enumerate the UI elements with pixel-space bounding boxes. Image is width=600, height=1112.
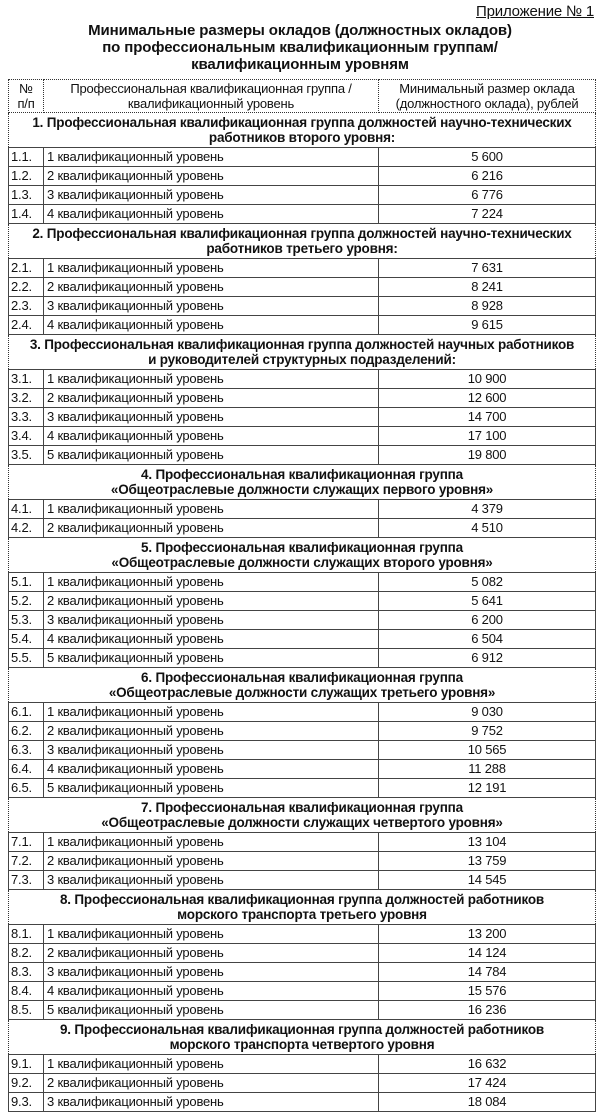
table-row	[9, 1055, 596, 1074]
min-salary: 8 928	[379, 297, 596, 316]
table-row	[9, 573, 596, 592]
group-title	[9, 113, 596, 148]
qualification-level: 4 квалификационный уровень	[44, 427, 379, 446]
min-salary: 5 600	[379, 148, 596, 167]
group-title-line: 4. Профессиональная квалификационная группа	[141, 466, 463, 482]
min-salary: 13 759	[379, 852, 596, 871]
group-title-line: «Общеотраслевые должности служащих третьего уровня»	[108, 685, 496, 700]
header-text: (должностного оклада), рублей	[395, 96, 579, 111]
row-number: 5.5.	[9, 649, 44, 668]
group-title-line: «Общеотраслевые должности служащих второго уровня»	[111, 555, 493, 570]
group-title-line: морского транспорта четвертого уровня	[169, 1037, 435, 1052]
group-title	[9, 224, 596, 259]
row-number: 3.4.	[9, 427, 44, 446]
row-number: 3.3.	[9, 408, 44, 427]
row-number: 5.4.	[9, 630, 44, 649]
table-row	[9, 148, 596, 167]
qualification-level: 2 квалификационный уровень	[44, 519, 379, 538]
row-number: 1.4.	[9, 205, 44, 224]
qualification-level: 3 квалификационный уровень	[44, 741, 379, 760]
title-line: квалификационным уровням	[191, 56, 409, 73]
group-title-line: 1. Профессиональная квалификационная группа должностей научно-технических	[32, 114, 572, 130]
qualification-level: 1 квалификационный уровень	[44, 573, 379, 592]
row-number: 1.3.	[9, 186, 44, 205]
min-salary: 19 800	[379, 446, 596, 465]
qualification-level: 2 квалификационный уровень	[44, 167, 379, 186]
row-number: 3.5.	[9, 446, 44, 465]
qualification-level: 3 квалификационный уровень	[44, 408, 379, 427]
min-salary: 16 236	[379, 1001, 596, 1020]
min-salary: 9 752	[379, 722, 596, 741]
min-salary: 14 545	[379, 871, 596, 890]
table-row	[9, 205, 596, 224]
qualification-level: 2 квалификационный уровень	[44, 1074, 379, 1093]
table-row	[9, 519, 596, 538]
table-row	[9, 741, 596, 760]
qualification-level: 5 квалификационный уровень	[44, 1001, 379, 1020]
title-line: по профессиональным квалификационным группам/	[102, 39, 498, 56]
table-row	[9, 1074, 596, 1093]
min-salary: 10 565	[379, 741, 596, 760]
row-number: 9.1.	[9, 1055, 44, 1074]
row-number: 9.3.	[9, 1093, 44, 1112]
table-row	[9, 852, 596, 871]
table-row	[9, 389, 596, 408]
min-salary: 8 241	[379, 278, 596, 297]
group-header-row	[9, 538, 596, 573]
row-number: 6.2.	[9, 722, 44, 741]
table-row	[9, 370, 596, 389]
table-row	[9, 833, 596, 852]
header-text: №	[19, 81, 33, 96]
table-row	[9, 167, 596, 186]
qualification-level: 2 квалификационный уровень	[44, 389, 379, 408]
row-number: 2.1.	[9, 259, 44, 278]
min-salary: 12 191	[379, 779, 596, 798]
table-row	[9, 925, 596, 944]
min-salary: 14 784	[379, 963, 596, 982]
table-row	[9, 630, 596, 649]
row-number: 8.2.	[9, 944, 44, 963]
min-salary: 5 641	[379, 592, 596, 611]
table-row	[9, 186, 596, 205]
qualification-level: 2 квалификационный уровень	[44, 722, 379, 741]
group-title-line: «Общеотраслевые должности служащих четвертого уровня»	[101, 815, 503, 830]
salary-table	[8, 79, 596, 1112]
table-row	[9, 871, 596, 890]
group-title-line: работников третьего уровня:	[206, 241, 398, 256]
row-number: 8.5.	[9, 1001, 44, 1020]
row-number: 6.1.	[9, 703, 44, 722]
group-header-row	[9, 335, 596, 370]
row-number: 5.2.	[9, 592, 44, 611]
table-row	[9, 722, 596, 741]
min-salary: 6 912	[379, 649, 596, 668]
row-number: 3.2.	[9, 389, 44, 408]
min-salary: 6 776	[379, 186, 596, 205]
qualification-level: 2 квалификационный уровень	[44, 852, 379, 871]
qualification-level: 2 квалификационный уровень	[44, 278, 379, 297]
table-row	[9, 297, 596, 316]
row-number: 7.2.	[9, 852, 44, 871]
table-row	[9, 408, 596, 427]
group-header-row	[9, 668, 596, 703]
table-header-row	[9, 80, 596, 113]
table-row	[9, 446, 596, 465]
qualification-level: 4 квалификационный уровень	[44, 760, 379, 779]
qualification-level: 5 квалификационный уровень	[44, 779, 379, 798]
group-title-line: 7. Профессиональная квалификационная группа	[141, 799, 463, 815]
table-row	[9, 611, 596, 630]
qualification-level: 3 квалификационный уровень	[44, 611, 379, 630]
row-number: 4.2.	[9, 519, 44, 538]
qualification-level: 1 квалификационный уровень	[44, 925, 379, 944]
group-header-row	[9, 113, 596, 148]
qualification-level: 5 квалификационный уровень	[44, 649, 379, 668]
row-number: 1.2.	[9, 167, 44, 186]
row-number: 8.1.	[9, 925, 44, 944]
row-number: 5.1.	[9, 573, 44, 592]
table-row	[9, 592, 596, 611]
table-row	[9, 703, 596, 722]
row-number: 3.1.	[9, 370, 44, 389]
row-number: 7.1.	[9, 833, 44, 852]
group-title	[9, 890, 596, 925]
min-salary: 14 124	[379, 944, 596, 963]
table-row	[9, 500, 596, 519]
qualification-level: 3 квалификационный уровень	[44, 963, 379, 982]
qualification-level: 4 квалификационный уровень	[44, 982, 379, 1001]
group-header-row	[9, 224, 596, 259]
qualification-level: 4 квалификационный уровень	[44, 316, 379, 335]
row-number: 2.2.	[9, 278, 44, 297]
group-title-line: работников второго уровня:	[208, 130, 396, 145]
min-salary: 15 576	[379, 982, 596, 1001]
group-header-row	[9, 1020, 596, 1055]
qualification-level: 1 квалификационный уровень	[44, 370, 379, 389]
group-title	[9, 538, 596, 573]
table-row	[9, 1093, 596, 1112]
table-row	[9, 963, 596, 982]
min-salary: 6 200	[379, 611, 596, 630]
qualification-level: 4 квалификационный уровень	[44, 205, 379, 224]
group-title-line: 8. Профессиональная квалификационная группа должностей работников	[60, 891, 544, 907]
table-row	[9, 779, 596, 798]
row-number: 6.5.	[9, 779, 44, 798]
header-text: п/п	[17, 96, 35, 111]
min-salary: 12 600	[379, 389, 596, 408]
group-title-line: «Общеотраслевые должности служащих первого уровня»	[110, 482, 494, 497]
qualification-level: 3 квалификационный уровень	[44, 871, 379, 890]
min-salary: 4 379	[379, 500, 596, 519]
min-salary: 9 615	[379, 316, 596, 335]
qualification-level: 2 квалификационный уровень	[44, 944, 379, 963]
group-header-row	[9, 798, 596, 833]
group-title-line: 6. Профессиональная квалификационная группа	[141, 669, 463, 685]
min-salary: 17 100	[379, 427, 596, 446]
row-number: 8.3.	[9, 963, 44, 982]
row-number: 8.4.	[9, 982, 44, 1001]
qualification-level: 1 квалификационный уровень	[44, 259, 379, 278]
header-text: Профессиональная квалификационная группа /	[70, 81, 352, 96]
qualification-level: 4 квалификационный уровень	[44, 630, 379, 649]
qualification-level: 5 квалификационный уровень	[44, 446, 379, 465]
min-salary: 5 082	[379, 573, 596, 592]
header-level	[44, 80, 379, 113]
min-salary: 6 216	[379, 167, 596, 186]
qualification-level: 1 квалификационный уровень	[44, 148, 379, 167]
table-row	[9, 982, 596, 1001]
row-number: 4.1.	[9, 500, 44, 519]
qualification-level: 1 квалификационный уровень	[44, 500, 379, 519]
header-num	[9, 80, 44, 113]
document-title	[0, 22, 600, 73]
min-salary: 18 084	[379, 1093, 596, 1112]
min-salary: 14 700	[379, 408, 596, 427]
min-salary: 13 200	[379, 925, 596, 944]
appendix-label: Приложение № 1	[476, 3, 594, 20]
min-salary: 13 104	[379, 833, 596, 852]
row-number: 7.3.	[9, 871, 44, 890]
group-header-row	[9, 890, 596, 925]
min-salary: 10 900	[379, 370, 596, 389]
group-title	[9, 798, 596, 833]
table-row	[9, 649, 596, 668]
row-number: 6.3.	[9, 741, 44, 760]
row-number: 1.1.	[9, 148, 44, 167]
group-title-line: 2. Профессиональная квалификационная группа должностей научно-технических	[32, 225, 572, 241]
group-title-line: морского транспорта третьего уровня	[177, 907, 427, 922]
row-number: 2.4.	[9, 316, 44, 335]
row-number: 9.2.	[9, 1074, 44, 1093]
row-number: 5.3.	[9, 611, 44, 630]
group-title	[9, 465, 596, 500]
qualification-level: 3 квалификационный уровень	[44, 186, 379, 205]
table-row	[9, 278, 596, 297]
group-title	[9, 668, 596, 703]
qualification-level: 3 квалификационный уровень	[44, 297, 379, 316]
group-title-line: 5. Профессиональная квалификационная группа	[141, 539, 463, 555]
table-row	[9, 760, 596, 779]
min-salary: 17 424	[379, 1074, 596, 1093]
table-row	[9, 427, 596, 446]
min-salary: 11 288	[379, 760, 596, 779]
title-line: Минимальные размеры окладов (должностных окладов)	[88, 22, 512, 39]
table-row	[9, 259, 596, 278]
row-number: 6.4.	[9, 760, 44, 779]
qualification-level: 1 квалификационный уровень	[44, 833, 379, 852]
header-value	[379, 80, 596, 113]
min-salary: 16 632	[379, 1055, 596, 1074]
qualification-level: 3 квалификационный уровень	[44, 1093, 379, 1112]
table-row	[9, 1001, 596, 1020]
header-text: квалификационный уровень	[127, 96, 295, 111]
min-salary: 6 504	[379, 630, 596, 649]
group-title	[9, 1020, 596, 1055]
qualification-level: 2 квалификационный уровень	[44, 592, 379, 611]
table-row	[9, 944, 596, 963]
row-number: 2.3.	[9, 297, 44, 316]
header-text: Минимальный размер оклада	[399, 81, 575, 96]
table-row	[9, 316, 596, 335]
min-salary: 7 631	[379, 259, 596, 278]
min-salary: 4 510	[379, 519, 596, 538]
group-title	[9, 335, 596, 370]
table-body	[9, 113, 596, 1112]
group-title-line: и руководителей структурных подразделений:	[148, 352, 456, 367]
group-title-line: 3. Профессиональная квалификационная группа должностей научных работников	[29, 336, 575, 352]
min-salary: 9 030	[379, 703, 596, 722]
group-header-row	[9, 465, 596, 500]
qualification-level: 1 квалификационный уровень	[44, 1055, 379, 1074]
qualification-level: 1 квалификационный уровень	[44, 703, 379, 722]
group-title-line: 9. Профессиональная квалификационная группа должностей работников	[60, 1021, 544, 1037]
min-salary: 7 224	[379, 205, 596, 224]
